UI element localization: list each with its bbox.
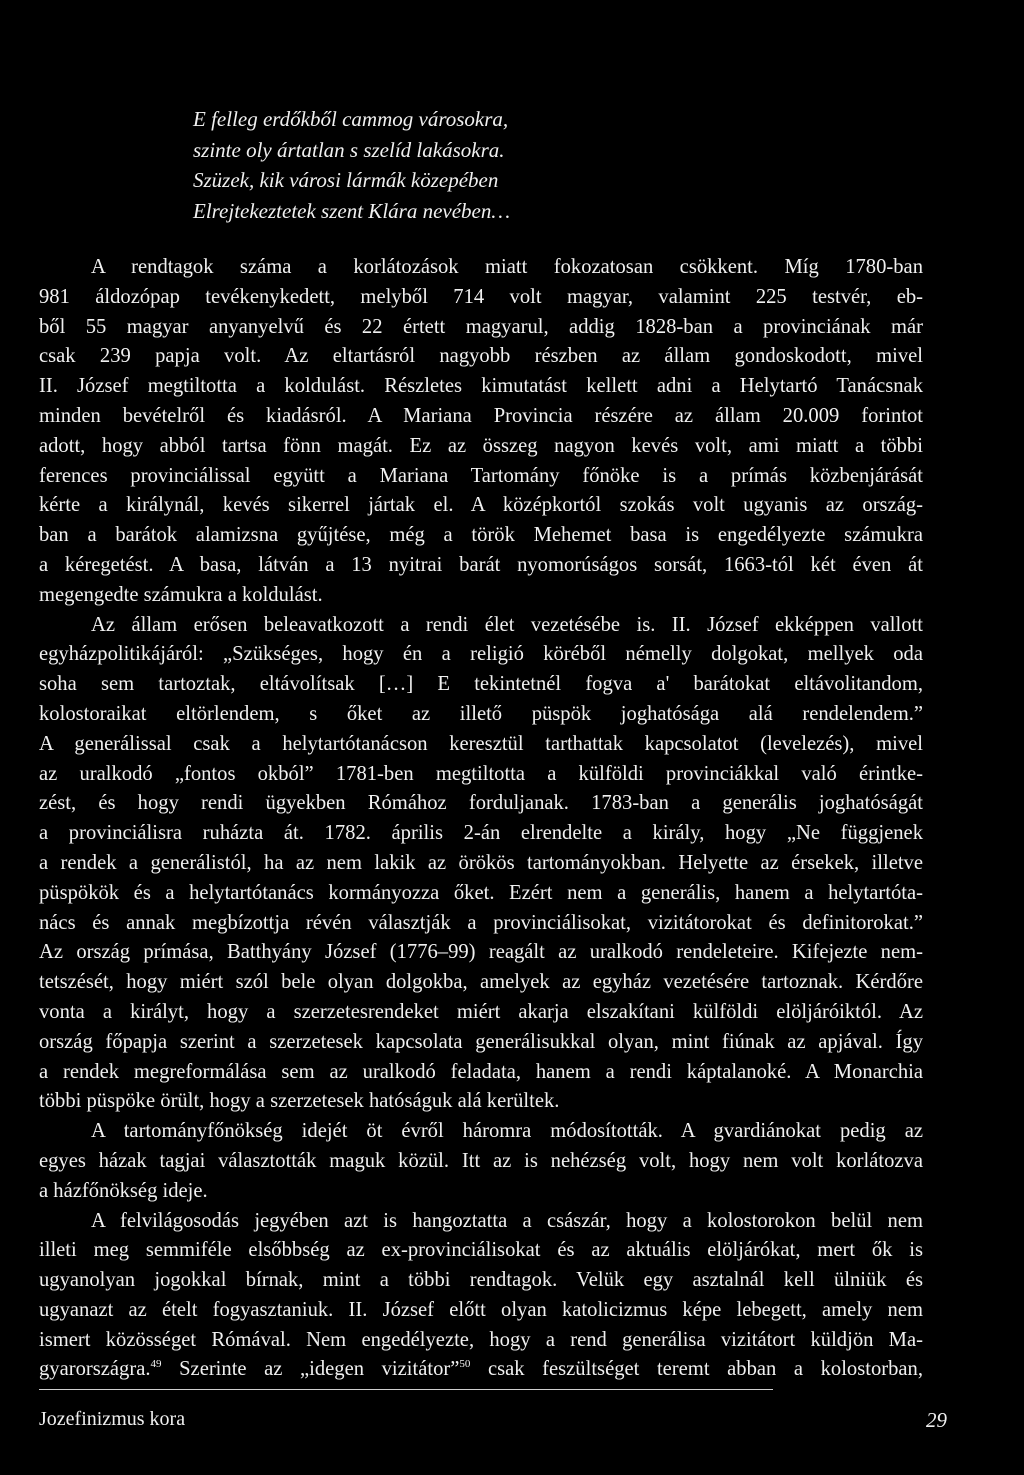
text-line: vonta a királyt, hogy a szerzetesrendeket miért akarja elszakítani külföldi elöljáróiktól. Az [39,1000,923,1023]
text-line: 981 áldozópap tevékenykedett, melyből 714 volt magyar, valamint 225 testvér, eb- [39,285,923,308]
text-line: kolostoraikat eltörlendem, s őket az illető püspök joghatósága alá rendelendem.” [39,702,923,725]
text-line: a provinciálisra ruházta át. 1782. április 2-án elrendelte a király, hogy „Ne függjenek [39,822,923,845]
text-line: az uralkodó „fontos okból” 1781-ben megtiltotta a külföldi provinciákkal való érintke- [39,762,923,785]
paragraph [39,611,923,1118]
text-line: II. József megtiltotta a koldulást. Részletes kimutatást kellett adni a Helytartó Tanácsnak [39,375,923,398]
text-line: ferences provinciálissal együtt a Mariana Tartomány főnöke is a prímás közbenjárását [39,464,923,487]
footnote-ref[interactable]: 50 [459,1358,471,1371]
text-line: püspökök és a helytartótanács kormányozza őket. Ezért nem a generális, hanem a helytartóta- [39,881,923,904]
paragraph [39,1207,923,1386]
text-line: nács és annak megbízottja révén választják a provinciálisokat, vizitátorokat és definitorokat.” [39,911,923,934]
page-number: 29 [926,1408,947,1432]
text-line: ban a barátok alamizsna gyűjtése, még a török Mehemet basa is engedélyezte számukra [39,524,923,547]
text-line: ből 55 magyar anyanyelvű és 22 értett magyarul, addig 1828-ban a provinciának már [39,315,923,338]
text-line: adott, hogy abból tartsa fönn magát. Ez az összeg nagyon kevés volt, ami miatt a többi [39,434,923,457]
text-line: zést, és hogy rendi ügyekben Rómához forduljanak. 1783-ban a generális joghatóságát [39,792,923,815]
text-line: minden bevételről és kiadásról. A Mariana Provincia részére az állam 20.009 forintot [39,404,923,427]
text-line: a rendek a generálistól, ha az nem lakik az örökös tartományokban. Helyette az érsekek, illetve [39,851,923,874]
text-line: Az állam erősen beleavatkozott a rendi élet vezetésébe is. II. József ekképpen vallott [91,613,923,636]
text-line: A generálissal csak a helytartótanácson keresztül tarthattak kapcsolatot (levelezés), mivel [39,732,923,755]
text-line: A tartományfőnökség idejét öt évről háromra módosították. A gvardiánokat pedig az [91,1120,923,1143]
poem-line: Szüzek, kik városi lármák közepében [193,168,499,192]
poem-line: szinte oly ártatlan s szelíd lakásokra. [193,137,505,162]
poem-line: E felleg erdőkből cammog városokra, [193,107,509,131]
text-line: ország főpapja szerint a szerzetesek kapcsolata generálisukkal olyan, mint fiúnak az apjával. Így [39,1030,923,1053]
text-line: soha sem tartoztak, eltávolítsak […] E tekintetnél fogva a' barátokat eltávolitandom, [39,673,923,696]
text-line: egyházpolitikájáról: „Szükséges, hogy én a religió köréből némelly dolgokat, mellyek oda [39,643,923,666]
text-line-with-footnotes [39,1355,923,1385]
text-line: csak 239 papja volt. Az eltartásról nagyobb részben az állam gondoskodott, mivel [39,345,923,368]
paragraph [39,253,923,611]
text-line: tetszését, hogy miért szól bele olyan dolgokba, amelyek az egyház vezetésére tartoznak. Kérdőre [39,971,923,994]
text-line: megengedte számukra a koldulást. [39,583,323,606]
text-line: illeti meg semmiféle elsőbbség az ex-provinciálisokat és az aktuális elöljárókat, mert ők is [39,1239,923,1262]
poem-line: Elrejtekeztetek szent Klára nevében… [193,198,511,223]
poem-quote [193,104,510,226]
running-title: Jozefinizmus kora [39,1408,186,1430]
text-fragment: csak feszültséget teremt abban a kolostorban, [487,1358,923,1381]
text-line: a kéregetést. A basa, látván a 13 nyitrai barát nyomorúságos sorsát, 1663-tól két éven át [39,553,923,576]
footnote-ref[interactable]: 49 [150,1358,162,1371]
body-text [39,253,923,1385]
text-line: ismert közösséget Rómával. Nem engedélyezte, hogy a rend generálisa vizitátort küldjön Ma- [39,1328,923,1351]
text-fragment: Szerinte az „idegen vizitátor” [179,1358,460,1381]
text-line: Az ország prímása, Batthyány József (1776–99) reagált az uralkodó rendeleteire. Kifejezte nem- [39,941,923,964]
text-line: többi püspöke örült, hogy a szerzetesek hatóságuk alá kerültek. [39,1090,560,1113]
text-line: a házfőnökség ideje. [39,1179,208,1202]
text-line: ugyanolyan jogokkal bírnak, mint a többi rendtagok. Velük egy asztalnál kell ülniük és [39,1269,923,1292]
text-line: a rendek megreformálása sem az uralkodó feladata, hanem a rendi káptalanoké. A Monarchia [39,1060,923,1083]
paragraph [39,1117,923,1206]
text-fragment: gyarországra. [39,1358,151,1381]
footer-rule [39,1389,773,1390]
text-line: A rendtagok száma a korlátozások miatt fokozatosan csökkent. Míg 1780-ban [91,256,923,278]
text-line: A felvilágosodás jegyében azt is hangoztatta a császár, hogy a kolostorokon belül nem [91,1209,923,1232]
text-line: kérte a királynál, kevés sikerrel jártak el. A középkortól szokás volt ugyanis az ország- [39,494,923,517]
text-line: ugyanazt az ételt fogyasztaniuk. II. József előtt olyan katolicizmus képe lebegett, amely nem [39,1298,923,1321]
text-line: egyes házak tagjai választották maguk közül. Itt az is nehézség volt, hogy nem volt korlátozva [39,1149,923,1172]
